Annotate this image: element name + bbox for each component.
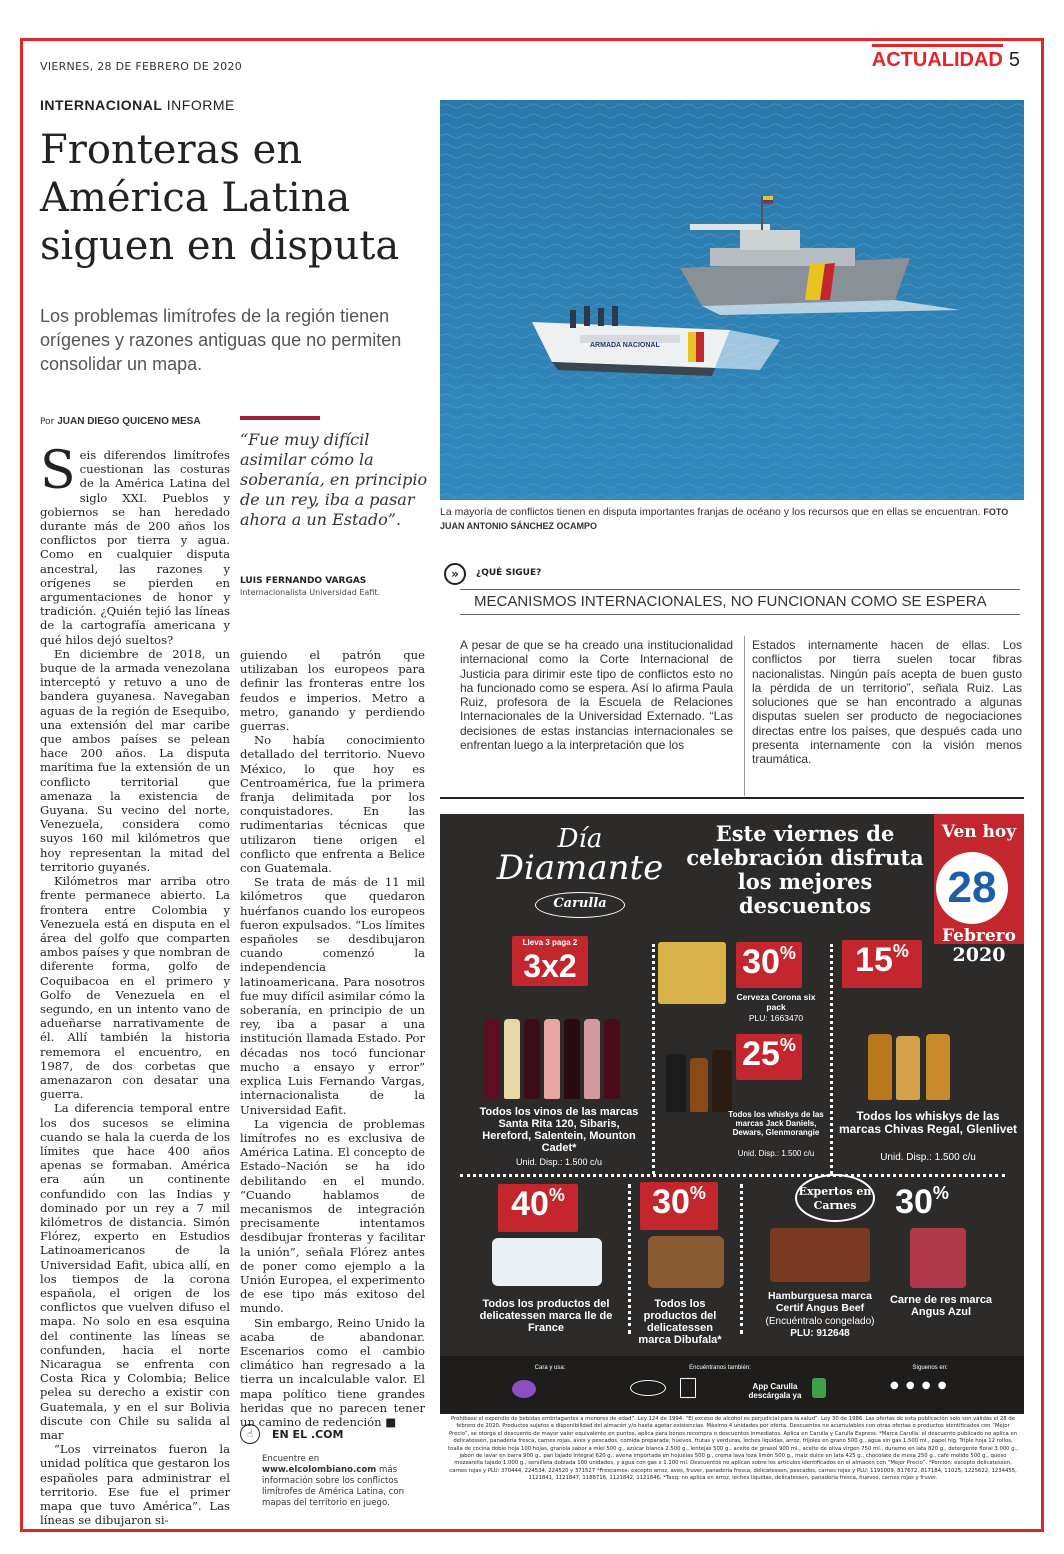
burger-plu: PLU: 912648 [790,1328,850,1339]
section-label: ACTUALIDAD [872,44,1003,72]
deck: Los problemas limítrofes de la región tienen orígenes y razones antiguas que no permiten consolidar un mapa. [40,306,402,374]
que-sigue-label: ¿QUÉ SIGUE? [476,568,542,578]
chivas-offer-desc: Todos los whiskys de las marcas Chivas Regal, Glenlivet [838,1109,1018,1136]
dotted-divider [830,944,833,1174]
boat-hull-label: ARMADA NACIONAL [590,342,660,349]
corona-pack-image [658,942,726,1004]
dotted-divider [740,1184,743,1334]
body-paragraph: La diferencia temporal entre los dos sucesos se elimina cuando se hala la cuerda de los límites que hace 400 años apenas se formaban. América era aún un continente confundido con las Indias y dominado por un rey a 7 mil kilómetros de distancia. Simón Flórez, experto en Estudios Latinoamericanos de la Universidad Eafit, ubica allí, en los tiempos de la corona española, el origen de los conflictos que vuelven difuso el mapa. No solo en esa esquina del continente las líneas se confunden, hacia el norte Nicaragua se enfrenta con Costa Rica y Colombia; Belice pelea su derecho a existir con Guatemala, y en el sur Bolivia discute con Chile su salida al mar [40,1101,230,1443]
en-el-com-prefix: Encuentre en [262,1454,320,1464]
corona-offer-plu: PLU: 1663470 [748,1013,804,1023]
pullquote-role: Internacionalista Universidad Eafit. [240,588,381,597]
byline-author: JUAN DIEGO QUICENO MESA [57,416,201,427]
issue-date: VIERNES, 28 DE FEBRERO DE 2020 [40,60,243,73]
wine-offer-unit: Unid. Disp.: 1.500 c/u [515,1157,603,1167]
discount-badge-corona: 30 % [736,942,802,988]
ad-brand-line1: Día [557,824,603,854]
body-column-2 [240,648,425,1429]
promo-3x2-badge [512,936,588,986]
column-divider [744,636,745,796]
body-paragraph: La vigencia de problemas limítrofes no es exclusiva de América Latina. El concepto de Estado–Nación se ha ido debilitando en el mundo. “Cuando hablamos de mecanismos de integración precisamente intentamos desdibujar fronteras y facilitar la unión”, señala Flórez antes de poner como ejemplo a la Unión Europea, el experimento de ese tipo más exitoso del mundo. [240,1116,425,1316]
advertisement-divider [440,797,1024,799]
photo-caption [440,505,1024,533]
promo-small-text: Lleva 3 paga 2 [522,938,578,947]
app-download-text: App Carulla descárgala ya [748,1382,802,1400]
day-number: 28 [936,852,1008,924]
month-label: Febrero [942,926,1016,946]
photo-credit-prefix: FOTO [983,507,1009,517]
ven-hoy-label: Ven hoy [941,822,1017,842]
pullquote-rule [240,416,320,420]
en-el-com-description: más información sobre los conflictos limítrofes de América Latina, con mapas del territorio en juego. [262,1465,405,1508]
ad-store-logo: Carulla [535,892,625,918]
body-paragraph: En diciembre de 2018, un buque de la armada venezolana interceptó y retuvo a uno de bandera guyanesa. Navegaban aguas de la región de Esequibo, una extensión del mar caribe que ambos países se pelean hace 200 años. La disputa marítima fue la extensión de un conflicto territorial que amenaza la existencia de Guyana. Su vecino del norte, Venezuela, considera como suyos 160 mil kilómetros que hoy representan la mitad del territorio guyanés. [40,646,230,874]
carulla-logo-icon [630,1380,666,1396]
burger-box-image [770,1228,870,1282]
burger-desc: Hamburguesa marca Certif Angus Beef [768,1290,872,1314]
body-column-1 [40,441,230,1528]
dotted-divider [652,944,655,1174]
carulla-advertisement [440,814,1024,1414]
body-paragraph: guiendo el patrón que utilizaban los europeos para definir las fronteras entre los feudos e imperios. Metro a metro, ganando y perdiendo guerras. [240,648,425,734]
angus-desc: Carne de res marca Angus Azul [889,1294,993,1318]
que-sigue-title: MECANISMOS INTERNACIONALES, NO FUNCIONAN COMO SE ESPERA [460,589,1020,615]
footer-mid-label: Encuéntranos también: [689,1365,751,1371]
whisky-offer-unit: Unid. Disp.: 1.500 c/u [737,1149,815,1158]
phone-icon [680,1378,696,1398]
kicker [40,97,235,113]
whisky-offer-desc: Todos los whiskys de las marcas Jack Daniels, Dewars, Glenmorangie [728,1110,824,1137]
app-icon [812,1378,826,1398]
body-paragraph: Kilómetros mar arriba otro frente permanece abierto. La frontera entre Colombia y Venezuela está en disputa en el área del golfo que comparten ambos países y que nombran de diferente forma, golfo de Coquibacoa en el primero y Golfo de Venezuela en el segundo, en un intento vano de adueñarse narrativamente de él. Allí también la historia rememora el encuentro, en 1987, de dos corbetas que amenazaron con desatar una guerra. [40,874,230,1102]
body-paragraph: Sin embargo, Reino Unido la acaba de abandonar. Escenarios como el cambio climático han regresado a la tierra un incalculable valor. El mapa político tiene grandes heridas que no parecen tener un camino de redención ■ [240,1315,425,1429]
article-photo [440,100,1024,500]
page-number: 5 [1008,49,1020,71]
cheese-products-image [492,1238,602,1286]
body-paragraph: “Los virreinatos fueron la unidad política que gestaron los españoles para administrar el territorio. Ese fue el primer mapa que tuvo América”. Las líneas se dibujaron si- [40,1442,230,1528]
byline [40,416,201,427]
section-header [872,44,1020,72]
ocean-boats-image [440,100,1024,500]
en-el-com-label: EN EL .COM [272,1428,344,1441]
ile-de-france-desc: Todos los productos del delicatessen marca Ile de France [479,1298,613,1334]
beef-package-image [910,1228,966,1288]
ad-brand-line2: Diamante [496,848,664,888]
body-paragraph: Se trata de más de 11 mil kilómetros que quedaron huérfanos cuando los europeos fueron expulsados. “Los límites españoles se desdibujaron cuando comenzó la independencia latinoamericana. Para nosotros fue muy difícil asimilar cómo la soberanía, en principio de un rey, iba a pasar a una institución llamada Estado. Por décadas nos tocó funcionar mucho a ensayo y error” explica Luis Fernando Vargas, internacionalista de la Universidad Eafit. [240,875,425,1117]
discount-badge-whiskys: 25 % [736,1034,802,1080]
footer-left-label: Cara y usa: [534,1365,566,1371]
discount-badge-angus: 30 % [895,1183,949,1221]
discount-badge-chivas: 15 % [842,940,922,988]
caption-text: La mayoría de conflictos tienen en disputa importantes franjas de océano y los recursos que en ellas se encuentran. [440,506,981,518]
social-icons: ● ● ● ● [890,1380,949,1391]
que-sigue-column-1: A pesar de que se ha creado una institucionalidad internacional como la Corte Internacional de Justicia para dirimir este tipo de conflictos esto no ha funcionado como se espera. Así lo afirma Paula Ruiz, profesora de la Escuela de Relaciones Internacionales de la Universidad Externado. “Las decisiones de estas instancias internacionales se enfrentan luego a la interpretación que los [460,638,733,753]
byline-prefix: Por [40,417,55,427]
headline: Fronteras en América Latina siguen en disputa [40,127,400,269]
dibufala-desc: Todos los productos del delicatessen marca Dibufala* [638,1298,722,1346]
expertos-en-carnes-seal: Expertos en Carnes [795,1174,875,1222]
chevrons-icon: » [444,563,466,585]
corona-offer-desc: Cerveza Corona six pack [736,992,816,1012]
kicker-type: INFORME [166,97,235,113]
click-hand-icon: ☝ [240,1424,260,1444]
kicker-category: INTERNACIONAL [40,97,163,113]
burger-note: (Encuéntralo congelado) [765,1316,875,1327]
dotted-divider [460,1174,1005,1177]
puntos-logo-icon [512,1380,536,1398]
year-label: 2020 [952,944,1006,966]
body-paragraph: No había conocimiento detallado del territorio. Nuevo México, lo que hoy es Centroamérica, fue la primera franja delimitada por los conquistadores. En las rudimentarias técnicas que utilizaron tiene origen el conflicto que enfrenta a Belice con Guatemala. [240,733,425,876]
en-el-com-text [262,1454,432,1509]
chivas-offer-unit: Unid. Disp.: 1.500 c/u [880,1152,976,1163]
promo-3x2: 3x2 [523,948,577,984]
ad-headline: Este viernes de celebración disfruta los mejores descuentos [686,821,924,918]
website-link[interactable]: www.elcolombiano.com [262,1465,377,1475]
discount-badge-ile-de-france: 40 % [498,1184,578,1232]
pullquote: “Fue muy difícil asimilar cómo la soberanía, en principio de un rey, iba a pasar ahora a un Estado”. [240,430,428,529]
wine-offer-desc: Todos los vinos de las marcas Santa Rita 120, Sibaris, Hereford, Salentein, Mounton Cadet* [479,1106,639,1154]
discount-badge-dibufala: 30 % [640,1182,718,1230]
body-paragraph: Seis diferendos limítrofes cuestionan las costuras de la América Latina del siglo XXI. Pueblos y gobiernos se han heredado durante más de 200 años los conflictos por tierra y agua. Como en cualquier disputa ancestral, las razones y orígenes se pierden en argumentaciones de honor y tradición. ¿Quién tejió las líneas de la cartografía americana y qué hilos dejó sueltos? [40,441,230,647]
ad-legal-text: Prohíbase el expendio de bebidas embriagantes a menores de edad”. Ley 124 de 1994. “El exceso de alcohol es perjudicial para la salud”. Ley 30 de 1986. Las ofertas de esta publicación solo son válidas el 28 de febrero de 2020. Productos sujetos a disponibilidad del almacén y/o hasta agotar existencias. Máximo 4 unidades por oferta. Descuentos no acumulables con otras ofertas o productos identificados con “Mejor Precio”, se otorga el descuento de mayor valor equivalente en puntos, aplica para bonos recompra o descuentos inmediatos. Aplica en Carulla y Carulla Express. *Marca Carulla: el descuento publicado no aplica en delicatessen, panadería fresca, carnes rojas, aves y pescados, comida preparada, huevos, frutas y verduras, leches líquidas, arroz, fríjoles en grano 500 g., agua sin gas 1.500 ml., papel hig. Triple hoja 12 rollos, toalla de cocina doble hoja 100 hojas, granola sabor a miel 500 g., azúcar blanca 2.500 g., lentejas 500 g., aceite de girasol 900 ml., aceite de oliva virgen 750 ml., durazno en lata 820 g., detergente floral 3.000 g., jabón de lavar en barra 900 g., pan tajado integral 620 g., avena importada en hojuelas 500 g., crema lava loza limón 500 g., maíz dulce en lata 425 g., chocolate de mesa 250 g., café molido 500 g., queso mozzarella tajado 1.000 g., servilleta doblada 100 unidades, y agua con gas x 1.100 ml. Descuentos no aplican sobre los artículos identificados en el almacén con “Mejor Precio”. *Porción: excepto delicatessen, carnes rojas y PLU: 370444, 224534, 224520 y 371527 *Frescamos: excepto arroz, aves, fruver, panadería fresca, delicatessen, pescados, carnes rojas y PLU: 1191009, 817672, 817184, 11025, 1225622, 1234455, 1121841, 1121847, 1188716, 1121842, 1121846. *Taxq: no aplica en arroz, leches líquidas, delicatessen, panadería fresca, huevos, carnes rojas y fruver. [448,1416,1018,1482]
footer-right-label: Síguenos en: [912,1365,948,1371]
ad-footer [440,1356,1024,1414]
que-sigue-column-2: Estados internamente hacen de ellas. Los conflictos por tierra suelen tocar fibras nacionalistas. Ningún país acepta de buen gusto la pérdida de un territorio”, señala Ruiz. Las soluciones que se han encontrado a algunas disputas suelen ser producto de negociaciones directas entre los países, que después cada uno presenta internamente con la visión menos traumática. [752,638,1022,767]
dibufala-products-image [648,1236,724,1288]
drop-cap: S [40,441,76,501]
photo-credit: JUAN ANTONIO SÁNCHEZ OCAMPO [440,521,598,531]
pullquote-author: LUIS FERNANDO VARGAS [240,576,367,586]
